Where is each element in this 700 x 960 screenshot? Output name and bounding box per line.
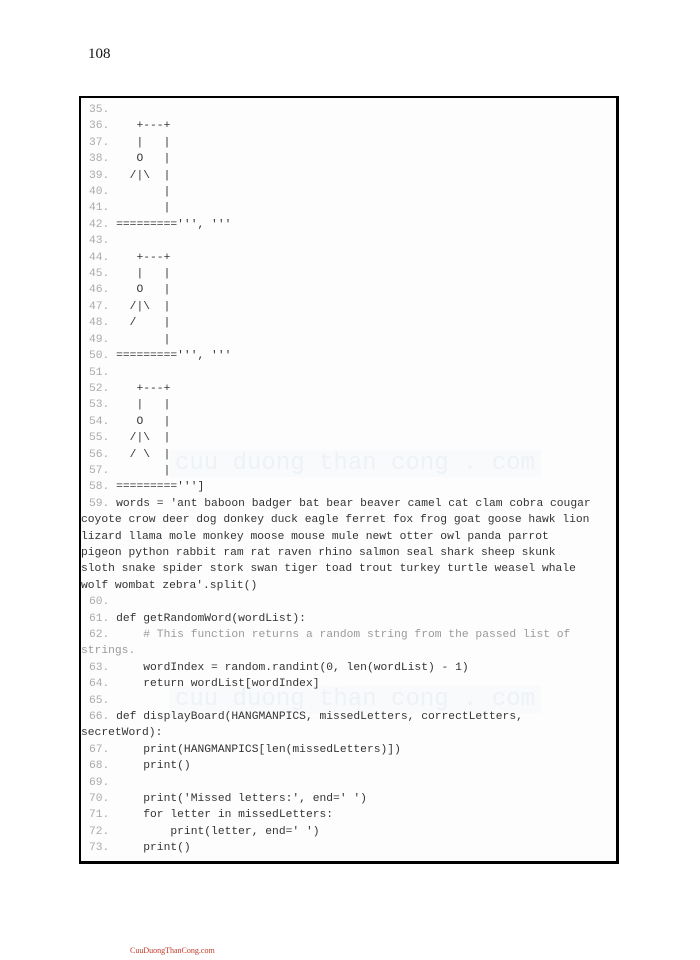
code-line [89,463,616,479]
code-text: words = 'ant baboon badger bat bear beaver camel cat clam cobra cougar [116,497,591,510]
code-line [89,365,616,381]
line-number: 57. [89,464,110,477]
line-number: 70. [89,793,110,806]
code-text: # This function returns a random string from the passed list of [116,629,571,641]
line-number: 50. [89,350,110,363]
code-text: | [116,464,171,477]
line-number: 47. [89,300,110,313]
code-line [89,348,616,364]
code-text: coyote crow deer dog donkey duck eagle ferret fox frog goat goose hawk lion [81,514,590,527]
line-number: 56. [89,448,110,461]
code-line [89,168,616,184]
code-line [89,496,616,512]
code-line [89,135,616,151]
code-text: /|\ | [116,432,171,445]
code-text: O | [116,153,171,166]
code-text: O | [116,415,171,428]
code-text: ========='''] [116,481,205,494]
code-line [89,266,616,282]
line-number: 41. [89,202,110,215]
code-text: return wordList[wordIndex] [116,678,320,691]
code-line [89,824,616,840]
code-line [89,151,616,167]
code-text: print(letter, end=' ') [116,825,320,838]
code-line [89,250,616,266]
code-text: wordIndex = random.randint(0, len(wordList) - 1) [116,661,469,674]
code-line [89,118,616,134]
line-number: 54. [89,415,110,428]
code-line [89,775,616,791]
code-line [89,282,616,298]
code-text: print('Missed letters:', end=' ') [116,793,367,806]
line-number: 73. [89,842,110,855]
line-number: 60. [89,596,110,609]
code-line [81,545,616,561]
code-line [89,742,616,758]
code-line [89,479,616,495]
code-line [89,414,616,430]
code-text: def displayBoard(HANGMANPICS, missedLetters, correctLetters, [116,711,523,724]
watermark: cuu duong than cong . com [169,450,541,477]
code-line [89,693,616,709]
code-line [81,643,616,659]
code-text: print() [116,760,191,773]
line-number: 44. [89,251,110,264]
code-line [89,840,616,856]
code-line [81,512,616,528]
code-line [89,709,616,725]
line-number: 51. [89,366,110,379]
code-line [89,594,616,610]
code-text: secretWord): [81,727,163,740]
line-number: 38. [89,153,110,166]
code-text: for letter in missedLetters: [116,809,334,822]
code-line [81,561,616,577]
line-number: 36. [89,120,110,133]
line-number: 48. [89,317,110,330]
code-text: def getRandomWord(wordList): [116,612,306,625]
line-number: 62. [89,629,110,641]
line-number: 35. [89,104,110,116]
code-line [89,315,616,331]
line-number: 64. [89,678,110,691]
code-text: =========''', ''' [116,218,232,231]
line-number: 46. [89,284,110,297]
code-text: strings. [81,645,136,658]
code-text: / \ | [116,448,171,461]
code-line [89,381,616,397]
code-text: +---+ [116,120,171,133]
line-number: 67. [89,743,110,756]
code-line [89,233,616,249]
code-line [89,758,616,774]
line-number: 58. [89,481,110,494]
code-text: O | [116,284,171,297]
line-number: 65. [89,694,110,707]
line-number: 59. [89,497,110,510]
code-line [81,578,616,594]
code-line [89,430,616,446]
code-text: | [116,186,171,199]
code-line [89,217,616,233]
code-text: /|\ | [116,169,171,182]
footer-site-link[interactable]: CuuDuongThanCong.com [130,946,215,955]
code-text: | [116,202,171,215]
code-text: sloth snake spider stork swan tiger toad trout turkey turtle weasel whale [81,563,576,576]
code-text: =========''', ''' [116,350,232,363]
line-number: 52. [89,382,110,395]
code-line [89,102,616,118]
code-line [89,332,616,348]
code-line [89,397,616,413]
code-text: | [116,333,171,346]
code-line [81,529,616,545]
line-number: 39. [89,169,110,182]
code-text: / | [116,317,171,330]
line-number: 66. [89,711,110,724]
code-text: wolf wombat zebra'.split() [81,579,258,592]
line-number: 72. [89,825,110,838]
line-number: 49. [89,333,110,346]
code-line [89,200,616,216]
code-line [81,725,616,741]
line-number: 45. [89,268,110,281]
code-text: print(HANGMANPICS[len(missedLetters)]) [116,743,401,756]
line-number: 43. [89,235,110,248]
line-number: 71. [89,809,110,822]
code-line [89,627,616,643]
line-number: 69. [89,776,110,789]
code-text: +---+ [116,382,171,395]
line-number: 63. [89,661,110,674]
code-text: print() [116,842,191,855]
code-text: lizard llama mole monkey moose mouse mule newt otter owl panda parrot [81,530,549,543]
code-line [89,660,616,676]
code-text: pigeon python rabbit ram rat raven rhino salmon seal shark sheep skunk [81,546,556,559]
line-number: 53. [89,399,110,412]
line-number: 37. [89,136,110,149]
code-text: /|\ | [116,300,171,313]
code-line [89,299,616,315]
code-line [89,184,616,200]
code-line [89,807,616,823]
line-number: 68. [89,760,110,773]
code-text: | | [116,399,171,412]
page-number: 108 [88,46,111,62]
code-text: | | [116,268,171,281]
watermark: cuu duong than cong . com [169,686,541,713]
line-number: 42. [89,218,110,231]
code-text: | | [116,136,171,149]
code-listing [79,96,619,864]
code-line [89,611,616,627]
line-number: 55. [89,432,110,445]
code-line [89,676,616,692]
line-number: 40. [89,186,110,199]
code-line [89,447,616,463]
code-line [89,791,616,807]
code-text: +---+ [116,251,171,264]
line-number: 61. [89,612,110,625]
